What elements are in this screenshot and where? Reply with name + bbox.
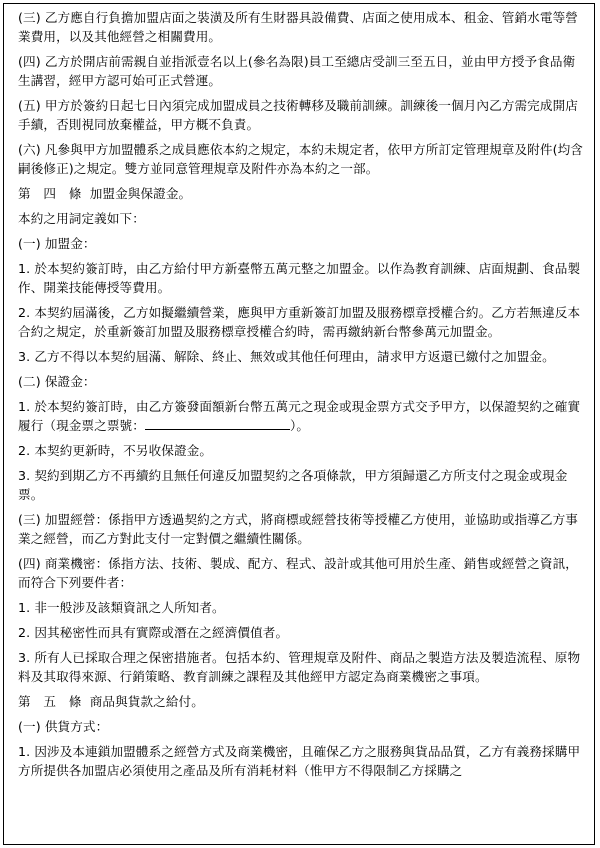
- deposit-item-3: 3. 契約到期乙方不再續約且無任何違反加盟契約之各項條款，甲方須歸還乙方所支付之現金或現金票。: [18, 468, 568, 502]
- supply-method-item-1: 1. 因涉及本連鎖加盟體系之經營方式及商業機密，且確保乙方之服務與貨品品質，乙方有義務採購甲方所提供各加盟店必須使用之產品及所有消耗材料（惟甲方不得限制乙方採購之: [18, 744, 581, 778]
- franchise-fee-item-2: 2. 本契約屆滿後，乙方如擬繼續營業，應與甲方重新簽訂加盟及服務標章授權合約。乙方若無違反本合約之規定，於重新簽訂加盟及服務標章授權合約時，需再繳納新台幣參萬元加盟金。: [18, 305, 581, 339]
- ticket-number-blank: [145, 417, 290, 430]
- deposit-item-1-close: ）。: [289, 418, 310, 433]
- document-body: [18, 8, 584, 786]
- clause-4-paragraph: (四) 乙方於開店前需親自並指派壹名以上(參名為限)員工至總店受訓三至五日，並由甲方授予食品衛生講習，經甲方認可始可正式營運。: [18, 54, 576, 88]
- deposit-item-1: [18, 397, 584, 435]
- clause-3-paragraph: (三) 乙方應自行負擔加盟店面之裝潢及所有生財器具設備費、店面之使用成本、租金、管銷水電等營業費用，以及其他經營之相關費用。: [18, 10, 578, 44]
- article-5-title: 商品與貨款之給付。: [89, 694, 204, 709]
- article-4-title: 加盟金與保證金。: [89, 186, 192, 201]
- deposit-item-1-text: 1. 於本契約簽訂時，由乙方簽發面額新台幣五萬元之現金或現金票方式交予甲方，以保證契約之確實履行（現金票之票號：: [18, 399, 581, 433]
- article-4-heading: [18, 184, 584, 203]
- article-5-label: 第 五 條: [18, 694, 82, 709]
- franchise-operation-definition: (三) 加盟經營：係指甲方透過契約之方式，將商標或經營技術等授權乙方使用，並協助或指導乙方事業之經營，而乙方對此支付一定對價之繼續性關係。: [18, 512, 578, 546]
- trade-secret-item-1: 1. 非一般涉及該類資訊之人所知者。: [18, 600, 225, 615]
- article-4-intro: 本約之用詞定義如下：: [18, 211, 145, 226]
- article-5-heading: [18, 692, 584, 711]
- franchise-fee-heading: (一) 加盟金：: [18, 236, 96, 251]
- article-4-label: 第 四 條: [18, 186, 82, 201]
- supply-method-heading: (一) 供貨方式：: [18, 719, 109, 734]
- deposit-heading: (二) 保證金：: [18, 374, 96, 389]
- trade-secret-item-3: 3. 所有人已採取合理之保密措施者。包括本約、管理規章及附件、商品之製造方法及製造流程、原物料及其取得來源、行銷策略、教育訓練之課程及其他經甲方認定為商業機密之事項。: [18, 650, 581, 684]
- franchise-fee-item-3: 3. 乙方不得以本契約屆滿、解除、終止、無效或其他任何理由，請求甲方返還已繳付之加盟金。: [18, 349, 555, 364]
- franchise-fee-item-1: 1. 於本契約簽訂時，由乙方給付甲方新臺幣五萬元整之加盟金。以作為教育訓練、店面規劃、食品製作、開業技能傳授等費用。: [18, 261, 581, 295]
- trade-secret-definition: (四) 商業機密：係指方法、技術、製成、配方、程式、設計或其他可用於生產、銷售或經營之資訊，而符合下列要件者：: [18, 556, 578, 590]
- trade-secret-item-2: 2. 因其秘密性而具有實際或潛在之經濟價值者。: [18, 625, 289, 640]
- deposit-item-2: 2. 本契約更新時，不另收保證金。: [18, 443, 213, 458]
- clause-5-paragraph: (五) 甲方於簽約日起七日內須完成加盟成員之技術轉移及職前訓練。訓練後一個月內乙方需完成開店手續，否則視同放棄權益，甲方概不負責。: [18, 98, 578, 132]
- clause-6-paragraph: (六) 凡參與甲方加盟體系之成員應依本約之規定，本約未規定者，依甲方所訂定管理規章及附件(均含嗣後修正)之規定。雙方並同意管理規章及附件亦為本約之一部。: [18, 142, 583, 176]
